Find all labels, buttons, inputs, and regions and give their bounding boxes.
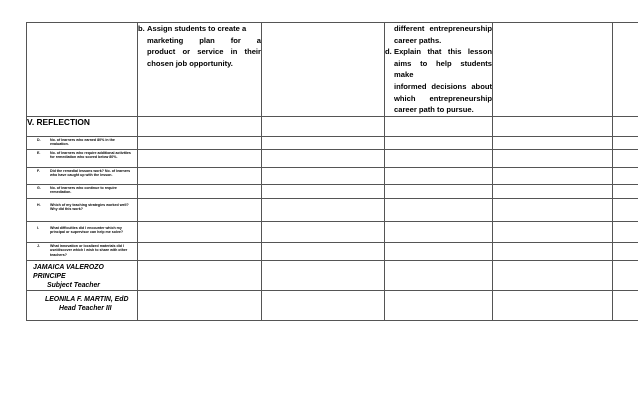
question-text: No. of learners who require additional activities for remediation who scored below 80%.: [50, 150, 131, 160]
teacher-name: JAMAICA VALEROZO PRINCIPE: [33, 263, 104, 280]
empty-cell: [262, 198, 385, 221]
empty-cell: [613, 242, 638, 260]
question-text: What difficulties did I encounter which my principal or supervisor can help me solve?: [50, 225, 124, 235]
empty-cell: [385, 221, 493, 242]
empty-cell: [613, 136, 638, 149]
empty-cell: [262, 242, 385, 260]
empty-cell: [262, 149, 385, 167]
empty-cell: [138, 149, 262, 167]
empty-cell: [613, 198, 638, 221]
question-letter: I.: [37, 225, 39, 230]
objectives-row: [27, 23, 638, 117]
empty-cell: [262, 116, 385, 136]
teacher-signature: [27, 260, 138, 290]
reflection-question: [27, 198, 138, 221]
reflection-question-row: [27, 221, 638, 242]
head-signature: [27, 290, 138, 320]
empty-cell: [262, 221, 385, 242]
empty-cell: [385, 290, 493, 320]
empty-cell: [385, 260, 493, 290]
empty-cell: [493, 149, 613, 167]
empty-cell: [262, 290, 385, 320]
objective-d-line: aims to help students make: [394, 58, 492, 80]
question-text: Which of my teaching strategies worked well? Why did this work?: [50, 202, 129, 212]
head-name: LEONILA F. MARTIN, EdD: [45, 295, 129, 303]
empty-cell: [493, 136, 613, 149]
question-text: No. of learners who earned 80% in the evaluation.: [50, 137, 115, 147]
empty-cell: [493, 184, 613, 198]
empty-cell: [613, 221, 638, 242]
empty-cell: [138, 242, 262, 260]
objective-d-line: informed decisions about: [394, 81, 492, 91]
objective-d-line: Explain that this lesson: [394, 47, 492, 57]
empty-cell: [262, 23, 385, 117]
empty-cell: [262, 184, 385, 198]
reflection-question-row: [27, 136, 638, 149]
empty-cell: [613, 149, 638, 167]
empty-cell: [262, 167, 385, 184]
empty-cell: [493, 198, 613, 221]
head-role: Head Teacher III: [59, 304, 112, 312]
empty-cell: [138, 136, 262, 149]
objective-d-cell: [385, 23, 493, 117]
lesson-plan-table: [26, 22, 638, 321]
empty-cell: [613, 167, 638, 184]
question-letter: J.: [37, 243, 40, 248]
empty-cell: [385, 167, 493, 184]
empty-cell: [138, 116, 262, 136]
reflection-question-row: [27, 167, 638, 184]
empty-cell: [493, 23, 613, 117]
question-letter: E.: [37, 150, 41, 155]
empty-cell: [493, 116, 613, 136]
reflection-question: [27, 167, 138, 184]
question-letter: G.: [37, 185, 41, 190]
empty-cell: [262, 260, 385, 290]
empty-cell: [493, 290, 613, 320]
objective-c-continuation: different entrepreneurship: [394, 24, 492, 33]
objective-d-line: career path to pursue.: [394, 105, 474, 115]
empty-cell: [493, 221, 613, 242]
question-text: No. of learners who continue to require remediation.: [50, 185, 117, 195]
empty-cell: [613, 116, 638, 136]
empty-cell: [385, 184, 493, 198]
question-letter: F.: [37, 168, 40, 173]
empty-cell: [262, 136, 385, 149]
objective-d-letter: d.: [385, 47, 392, 57]
reflection-title: V. REFLECTION: [27, 116, 138, 136]
objective-b-line: chosen job opportunity.: [147, 58, 233, 68]
empty-cell: [613, 23, 638, 117]
empty-cell: [385, 136, 493, 149]
objective-c-continuation: career paths.: [394, 35, 442, 45]
empty-cell: [385, 242, 493, 260]
empty-cell: [138, 221, 262, 242]
reflection-question: [27, 136, 138, 149]
empty-cell: [613, 290, 638, 320]
reflection-question: [27, 149, 138, 167]
objective-b-line: product or service in their: [147, 47, 261, 57]
reflection-question: [27, 184, 138, 198]
objective-d-line: which entrepreneurship: [394, 93, 492, 103]
empty-cell: [385, 149, 493, 167]
reflection-question-row: [27, 149, 638, 167]
empty-cell: [493, 242, 613, 260]
question-letter: H.: [37, 202, 41, 207]
reflection-question: [27, 221, 138, 242]
teacher-role: Subject Teacher: [47, 281, 100, 289]
reflection-question: [27, 242, 138, 260]
empty-cell: [385, 116, 493, 136]
objective-b-line: Assign students to create a: [147, 24, 247, 33]
empty-cell: [138, 184, 262, 198]
objective-b-cell: [138, 23, 262, 117]
empty-cell: [138, 260, 262, 290]
empty-cell: [138, 167, 262, 184]
reflection-header-row: [27, 116, 638, 136]
question-text: Did the remedial lessons work? No. of learners who have caught up with the lesson.: [50, 168, 131, 178]
question-letter: D.: [37, 137, 41, 142]
empty-cell: [385, 198, 493, 221]
question-text: What innovation or localized materials did I use/discover which I wish to share with other teachers?: [50, 243, 128, 257]
head-signature-row: [27, 290, 638, 320]
empty-cell: [493, 167, 613, 184]
empty-cell: [613, 184, 638, 198]
empty-cell: [138, 198, 262, 221]
reflection-question-row: [27, 184, 638, 198]
empty-cell: [138, 290, 262, 320]
empty-cell: [493, 260, 613, 290]
teacher-signature-row: [27, 260, 638, 290]
empty-cell: [27, 23, 138, 117]
reflection-question-row: [27, 198, 638, 221]
empty-cell: [613, 260, 638, 290]
reflection-question-row: [27, 242, 638, 260]
objective-b-letter: b.: [138, 24, 145, 33]
objective-b-line: marketing plan for a: [147, 35, 261, 45]
